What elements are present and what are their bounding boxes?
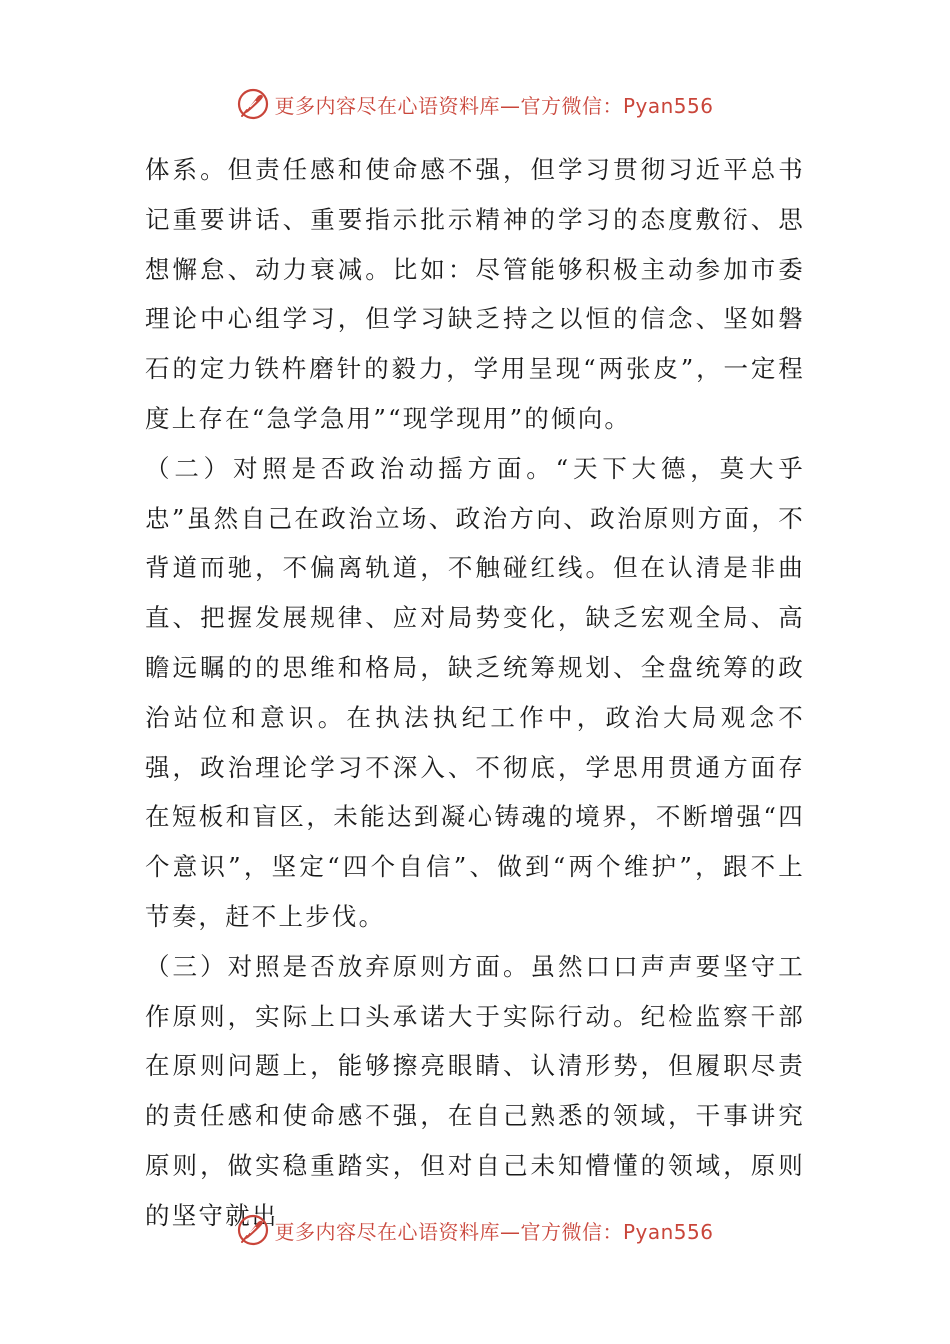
header-watermark-text: 更多内容尽在心语资料库—官方微信：Pyan556 bbox=[274, 93, 714, 118]
footer-watermark-text: 更多内容尽在心语资料库—官方微信：Pyan556 bbox=[274, 1219, 714, 1244]
footer-watermark bbox=[0, 1210, 950, 1250]
quill-logo-icon bbox=[236, 1213, 270, 1247]
quill-logo-icon bbox=[236, 87, 270, 121]
paragraph: 体系。但责任感和使命感不强，但学习贯彻习近平总书记重要讲话、重要指示批示精神的学习的态度敷衍、思想懈怠、动力衰减。比如：尽管能够积极主动参加市委理论中心组学习，但学习缺乏持之以恒的信念、坚如磐石的定力铁杵磨针的毅力，学用呈现“两张皮”，一定程度上存在“急学急用”“现学现用”的倾向。 bbox=[145, 155, 805, 433]
document-body bbox=[145, 145, 805, 1241]
paragraph: （二）对照是否政治动摇方面。“天下大德，莫大乎忠”虽然自己在政治立场、政治方向、政治原则方面，不背道而驰，不偏离轨道，不触碰红线。但在认清是非曲直、把握发展规律、应对局势变化，缺乏宏观全局、高瞻远瞩的的思维和格局，缺乏统筹规划、全盘统筹的政治站位和意识。在执法执纪工作中，政治大局观念不强，政治理论学习不深入、不彻底，学思用贯通方面存在短板和盲区，未能达到凝心铸魂的境界，不断增强“四个意识”，坚定“四个自信”、做到“两个维护”，跟不上节奏，赶不上步伐。 bbox=[145, 453, 805, 931]
paragraph: （三）对照是否放弃原则方面。虽然口口声声要坚守工作原则，实际上口头承诺大于实际行动。纪检监察干部在原则问题上，能够擦亮眼睛、认清形势，但履职尽责的责任感和使命感不强，在自己熟悉的领域，干事讲究原则，做实稳重踏实，但对自己未知懵懂的领域，原则的坚守就出 bbox=[145, 951, 805, 1230]
header-watermark bbox=[0, 84, 950, 124]
